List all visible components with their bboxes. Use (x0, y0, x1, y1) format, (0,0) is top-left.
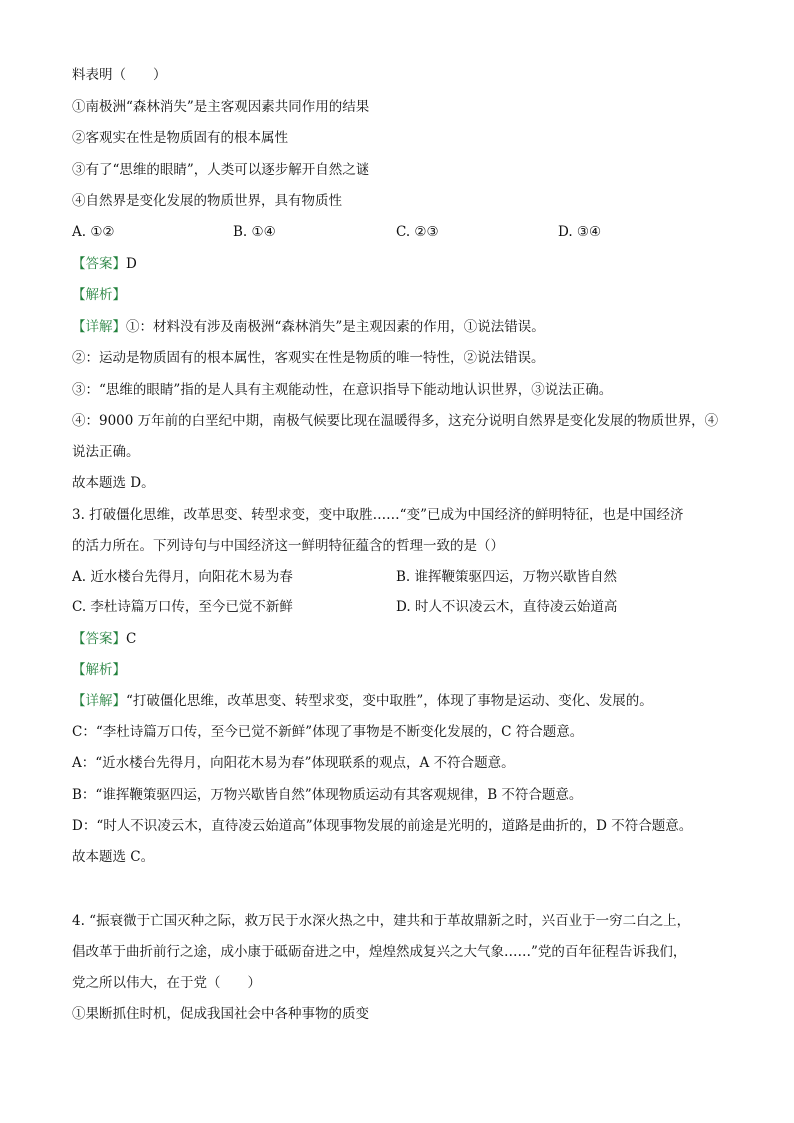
statement-3: ③有了“思维的眼睛”，人类可以逐步解开自然之谜 (72, 162, 370, 178)
q3-answer-line (72, 630, 136, 648)
option-b: B. ①④ (233, 224, 276, 240)
statement-2: ②客观实在性是物质固有的根本属性 (72, 130, 288, 146)
q3-detail-line-2: C：“李杜诗篇万口传，至今已觉不新鲜”体现了事物是不断变化发展的，C 符合题意。 (72, 724, 584, 740)
q3-analysis-tag: 【解析】 (72, 662, 126, 678)
conclusion-line: 故本题选 D。 (72, 475, 155, 491)
question-stem-tail: 料表明（ ） (72, 67, 167, 83)
q3-option-d: D. 时人不识凌云木，直待凌云始道高 (396, 599, 618, 615)
option-a: A. ①② (72, 224, 115, 240)
option-c: C. ②③ (396, 224, 439, 240)
q3-detail-tag: 【详解】 (72, 693, 126, 709)
q3-conclusion-line: 故本题选 C。 (72, 849, 155, 865)
analysis-tag: 【解析】 (72, 287, 126, 303)
q3-detail-text: “打破僵化思维，改革思变、转型求变，变中取胜”，体现了事物是运动、变化、发展的。 (126, 693, 653, 709)
q4-stem-line-2: 倡改革于曲折前行之途，成小康于砥砺奋进之中，煌煌然成复兴之大气象……”党的百年征程告诉我们， (72, 944, 687, 960)
detail-text: ①：材料没有涉及南极洲“森林消失”是主观因素的作用，①说法错误。 (126, 319, 545, 335)
q3-detail-line-1 (72, 692, 653, 710)
q3-detail-line-5: D：“时人不识凌云木，直待凌云始道高”体现事物发展的前途是光明的，道路是曲折的，D 不符合题意。 (72, 818, 693, 834)
q4-stem-line-1: 4. “振衰微于亡国灭种之际，救万民于水深火热之中，建共和于革故鼎新之时，兴百业于一穷二白之上， (72, 913, 691, 929)
q3-answer-tag: 【答案】 (72, 631, 126, 647)
q3-detail-line-3: A：“近水楼台先得月，向阳花木易为春”体现联系的观点，A 不符合题意。 (72, 755, 515, 771)
detail-line-5: 说法正确。 (72, 444, 140, 460)
q3-stem-line-2: 的活力所在。下列诗句与中国经济这一鲜明特征蕴含的哲理一致的是（） (72, 538, 504, 554)
q4-stem-line-3: 党之所以伟大，在于党（ ） (72, 975, 261, 991)
q3-answer-value: C (126, 631, 137, 647)
detail-line-2: ②：运动是物质固有的根本属性，客观实在性是物质的唯一特性，②说法错误。 (72, 350, 545, 366)
q3-option-c: C. 李杜诗篇万口传，至今已觉不新鲜 (72, 599, 293, 615)
q3-stem-line-1: 3. 打破僵化思维，改革思变、转型求变，变中取胜……“变”已成为中国经济的鲜明特征，也是中国经济 (72, 507, 684, 523)
detail-line-3: ③：“思维的眼睛”指的是人具有主观能动性，在意识指导下能动地认识世界，③说法正确。 (72, 382, 613, 398)
q3-option-a: A. 近水楼台先得月，向阳花木易为春 (72, 569, 293, 585)
detail-line-4: ④：9000 万年前的白垩纪中期，南极气候要比现在温暖得多，这充分说明自然界是变化发展的物质世界，④ (72, 413, 719, 429)
q3-option-b: B. 谁挥鞭策驱四运，万物兴歇皆自然 (396, 569, 618, 585)
q3-detail-line-4: B：“谁挥鞭策驱四运，万物兴歇皆自然”体现物质运动有其客观规律，B 不符合题意。 (72, 787, 583, 803)
detail-tag: 【详解】 (72, 319, 126, 335)
answer-tag: 【答案】 (72, 256, 126, 272)
detail-line-1 (72, 318, 545, 336)
statement-1: ①南极洲“森林消失”是主客观因素共同作用的结果 (72, 99, 370, 115)
option-d: D. ③④ (558, 224, 602, 240)
statement-4: ④自然界是变化发展的物质世界，具有物质性 (72, 193, 342, 209)
answer-line (72, 255, 137, 273)
answer-value: D (126, 256, 137, 272)
q4-statement-1: ①果断抓住时机，促成我国社会中各种事物的质变 (72, 1006, 369, 1022)
